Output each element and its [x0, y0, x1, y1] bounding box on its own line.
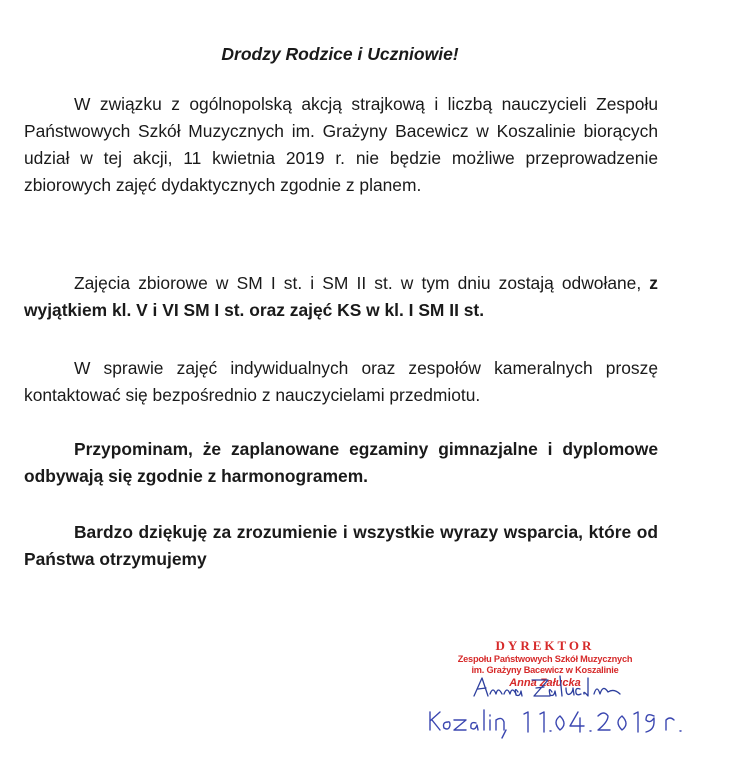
- handwritten-signature: [470, 672, 660, 702]
- stamp-title: DYREKTOR: [495, 638, 595, 653]
- paragraph-individual-classes: W sprawie zajęć indywidualnych oraz zespołów kameralnych proszę kontaktować się bezpośrednio z nauczycielami przedmiotu.: [24, 358, 658, 405]
- cancelled-classes-text: Zajęcia zbiorowe w SM I st. i SM II st. w tym dniu zostają odwołane,: [74, 273, 650, 293]
- paragraph-cancelled-classes: [24, 270, 658, 324]
- paragraph-thanks: Bardzo dziękuję za zrozumienie i wszystkie wyrazy wsparcia, które od Państwa otrzymujemy: [24, 522, 658, 569]
- exception-text: z wyjątkiem kl. V i VI SM I st. oraz zajęć KS w kl. I SM II st.: [24, 273, 658, 320]
- handwritten-place-date: [426, 706, 696, 740]
- letter-greeting: Drodzy Rodzice i Uczniowie!: [221, 44, 459, 64]
- stamp-director-name: Anna Załucka: [509, 677, 581, 689]
- paragraph-strike-notice: W związku z ogólnopolską akcją strajkową i liczbą nauczycieli Zespołu Państwowych Szkół Muzycznych im. Grażyny Bacewicz w Koszalinie biorących udział w tej akcji, 11 kwietnia 2019 r. nie będzie możliwe przeprowadzenie zbiorowych zajęć dydaktycznych zgodnie z planem.: [24, 94, 658, 195]
- stamp-school-name: Zespołu Państwowych Szkół Muzycznych: [457, 654, 633, 664]
- stamp-patron: im. Grażyny Bacewicz w Koszalinie: [471, 665, 619, 675]
- paragraph-exams-reminder: Przypominam, że zaplanowane egzaminy gimnazjalne i dyplomowe odbywają się zgodnie z harmonogramem.: [24, 439, 658, 486]
